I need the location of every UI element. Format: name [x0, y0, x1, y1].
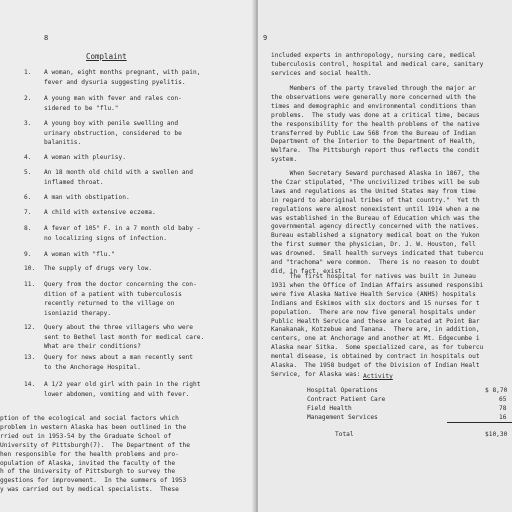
budget-row-label: Management Services [307, 414, 378, 421]
paragraph-party-travel: Members of the party traveled through the major ar the observations were generally more concerned with the times and demographic and environmental conditions than problems. The study was done at a critical time, becaus the responsibility for the health problems of the native transferred by Public Law 568 from the Bureau of Indian Department of the Interior to the Department of Health, Welfare. The Pittsburgh report thus reflects the condit system. [271, 85, 480, 164]
budget-row-label: Field Health [307, 405, 352, 412]
paragraph-seward: When Secretary Seward purchased Alaska in 1867, the the Czar stipulated, "The uncivilized tribes will be sub laws and regulations as the United States may from time in regard to aboriginal tribes of that country." Yet th regulations were almost nonexistent until 1914 when a me was established in the Bureau of Education which was the governmental agency directly concerned with the natives. Bureau established a signatory medical boat on the Yukon the first summer the physician, Dr. J. W. Houston, fell was drowned. Small health surveys indicated that tubercu and "trachoma" were common. There is no reason to doubt did, in fact, exist. [271, 170, 484, 275]
complaint-item: 1. A woman, eight months pregnant, with pain, fever and dysuria suggesting pyelitis. [24, 69, 201, 86]
complaint-item: 5. An 18 month old child with a swollen and inflamed throat. [24, 169, 194, 186]
budget-total-amount: $10,30 [485, 431, 508, 438]
complaint-item: 9. A woman with "flu." [24, 251, 115, 258]
complaint-item: 2. A young man with fever and rales con- sidered to be "flu." [24, 95, 182, 112]
right-page [258, 0, 512, 512]
complaint-item: 10. The supply of drugs very low. [24, 265, 153, 272]
budget-row-label: Hospital Operations [307, 387, 378, 394]
complaint-heading: Complaint [86, 52, 127, 61]
budget-row-amount: $ 8,70 [485, 387, 508, 394]
total-divider [447, 422, 512, 423]
page-number-right: 9 [263, 34, 268, 42]
complaint-item: 4. A woman with pleurisy. [24, 154, 126, 161]
activity-heading: Activity [363, 373, 393, 380]
complaint-item: 6. A man with obstipation. [24, 194, 130, 201]
page-number-left: 8 [44, 34, 49, 42]
budget-table [307, 373, 512, 443]
complaint-item: 12. Query about the three villagers who were sent to Bethel last month for medical care. What are their conditions? [24, 324, 205, 351]
left-bottom-paragraph: ption of the ecological and social factors which problem in western Alaska has been outlined in the rried out in 1953-54 by the Graduate School of University of Pittsburgh(7). The Department of the hen responsible for the health problems and pro- opulation of Alaska, invited the faculty of the h of the University of Pittsburgh to survey the ggestions for improvement. In the summers of 1953 y was carried out by medical specialists. These [0, 415, 190, 494]
paragraph-first-hospital: The first hospital for natives was built in Juneau 1931 when the Office of Indian Affairs assumed responsibi were five Alaska Native Health Service (ANHS) hospitals Indians and Eskimos with six doctors and 15 nurses for t population. There are now five general hospitals under Public Health Service and these are located at Point Bar Kanakanak, Kotzebue and Tanana. There are, in addition, centers, one at Anchorage and another at Mt. Edgecumbe i Alaska near Sitka. Some specialized care, as for tubercu mental disease, is obtained by contract in hospitals out Alaska. The 1958 budget of the Division of Indian Healt Service, for Alaska was: [271, 273, 484, 378]
complaint-item: 14. A 1/2 year old girl with pain in the right lower abdomen, vomiting and with fever. [24, 381, 201, 398]
complaint-item: 8. A fever of 105° F. in a 7 month old baby - no localizing signs of infection. [24, 225, 201, 242]
budget-total-label: Total [335, 431, 354, 438]
complaint-item: 11. Query from the doctor concerning the con- dition of a patient with tuberculosis recently returned to the village on isoniazid therapy. [24, 281, 197, 317]
budget-row-amount: 65 [499, 396, 507, 403]
budget-row-amount: 78 [499, 405, 507, 412]
budget-row-amount: 16 [499, 414, 507, 421]
complaint-item: 7. A child with extensive eczema. [24, 209, 156, 216]
complaint-item: 13. Query for news about a man recently sent to the Anchorage Hospital. [24, 354, 194, 371]
paragraph-experts: included experts in anthropology, nursing care, medical tuberculosis control, hospital and medical care, sanitary services and social health. [271, 52, 484, 77]
complaint-item: 3. A young boy with penile swelling and urinary obstruction, considered to be balanitis. [24, 120, 182, 147]
budget-row-label: Contract Patient Care [307, 396, 386, 403]
